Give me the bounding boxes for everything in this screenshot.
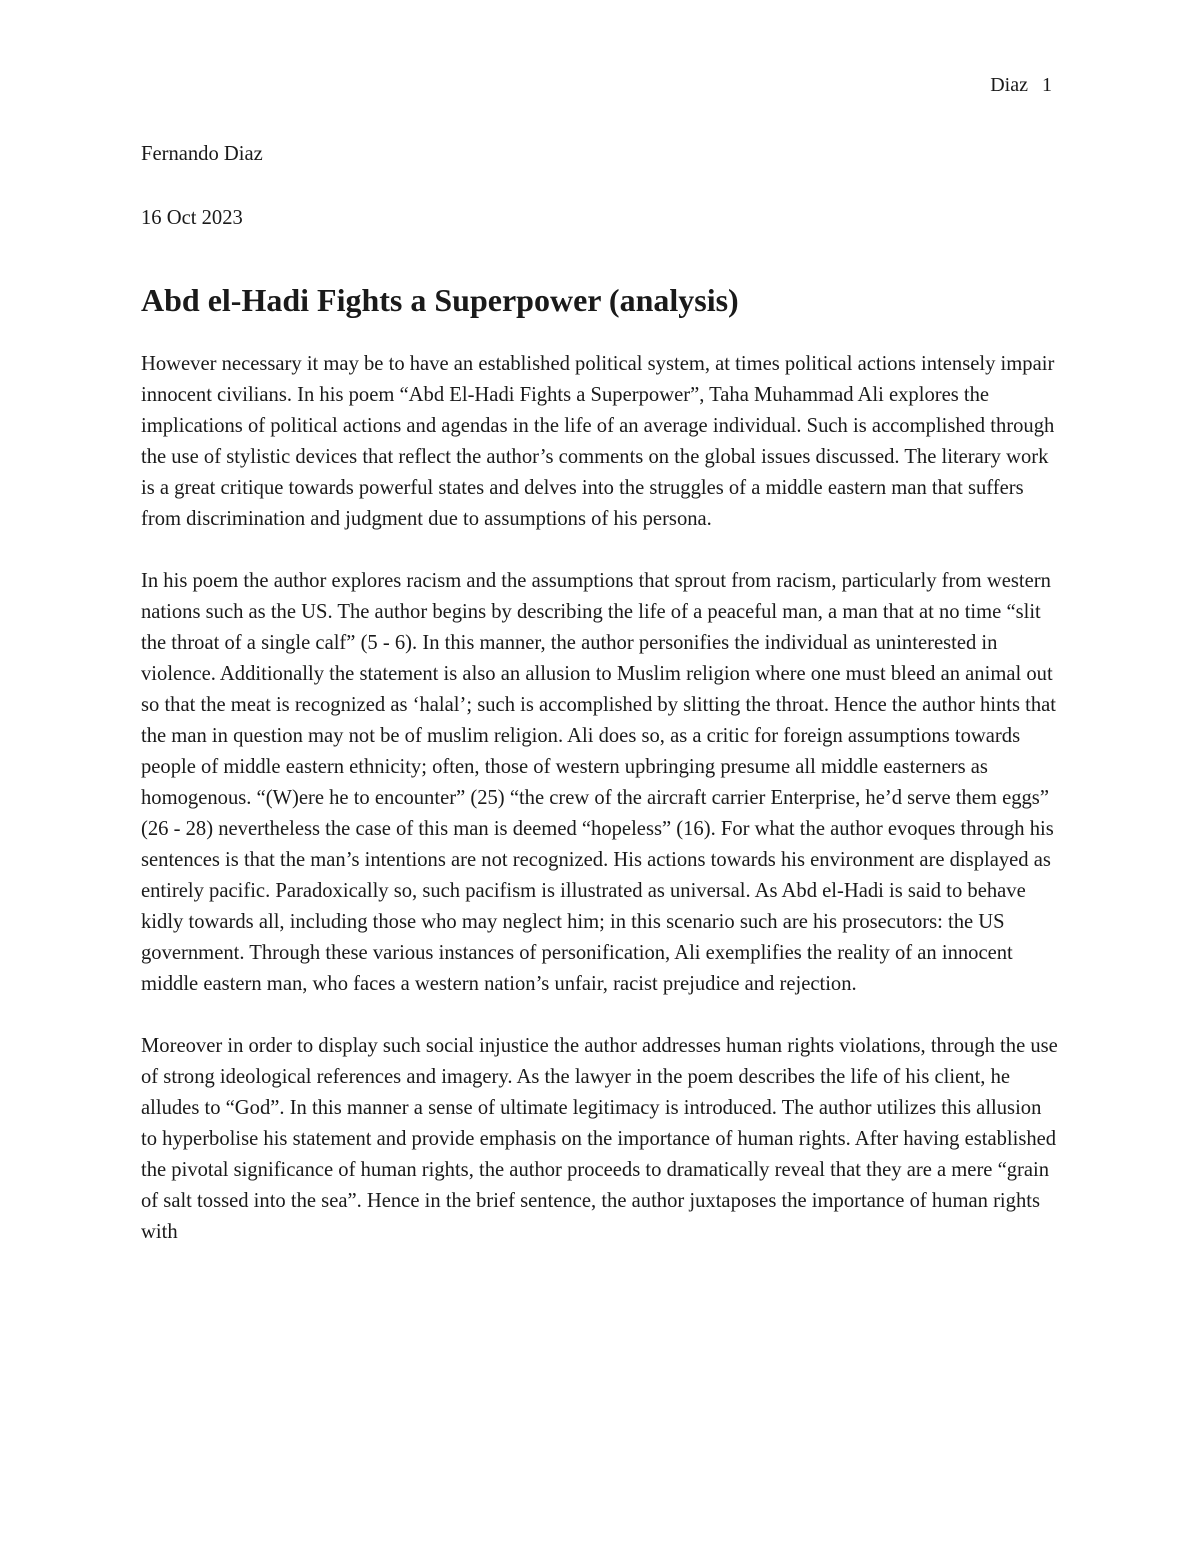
running-header	[990, 72, 1052, 98]
document-body	[141, 139, 1061, 1279]
body-paragraph-2: In his poem the author explores racism and the assumptions that sprout from racism, particularly from western nations such as the US. The author begins by describing the life of a peaceful man, a man that at no time “slit the throat of a single calf” (5 - 6). In this manner, the author personifies the individual as uninterested in violence. Additionally the statement is also an allusion to Muslim religion where one must bleed an animal out so that the meat is recognized as ‘halal’; such is accomplished by slitting the throat. Hence the author hints that the man in question may not be of muslim religion. Ali does so, as a critic for foreign assumptions towards people of middle eastern ethnicity; often, those of western upbringing presume all middle easterners as homogenous. “(W)ere he to encounter” (25) “the crew of the aircraft carrier Enterprise, he’d serve them eggs” (26 - 28) nevertheless the case of this man is deemed “hopeless” (16). For what the author evoques through his sentences is that the man’s intentions are not recognized. His actions towards his environment are displayed as entirely pacific. Paradoxically so, such pacifism is illustrated as universal. As Abd el-Hadi is said to behave kidly towards all, including those who may neglect him; in this scenario such are his prosecutors: the US government. Through these various instances of personification, Ali exemplifies the reality of an innocent middle eastern man, who faces a western nation’s unfair, racist prejudice and rejection.	[141, 570, 1057, 995]
header-author-last-name: Diaz	[990, 74, 1028, 96]
document-date: 16 Oct 2023	[141, 207, 243, 229]
author-name: Fernando Diaz	[141, 143, 263, 165]
document-title: Abd el-Hadi Fights a Superpower (analysis)	[141, 282, 739, 318]
body-paragraph-1: However necessary it may be to have an established political system, at times political actions intensely impair innocent civilians. In his poem “Abd El-Hadi Fights a Superpower”, Taha Muhammad Ali explores the implications of political actions and agendas in the life of an average individual. Such is accomplished through the use of stylistic devices that reflect the author’s comments on the global issues discussed. The literary work is a great critique towards powerful states and delves into the struggles of a middle eastern man that suffers from discrimination and judgment due to assumptions of his persona.	[141, 353, 1055, 530]
body-paragraph-3: Moreover in order to display such social injustice the author addresses human rights violations, through the use of strong ideological references and imagery. As the lawyer in the poem describes the life of his client, he alludes to “God”. In this manner a sense of ultimate legitimacy is introduced. The author utilizes this allusion to hyperbolise his statement and provide emphasis on the importance of human rights. After having established the pivotal significance of human rights, the author proceeds to dramatically reveal that they are a mere “grain of salt tossed into the sea”. Hence in the brief sentence, the author juxtaposes the importance of human rights with	[141, 1035, 1058, 1243]
page-number: 1	[1042, 74, 1052, 96]
